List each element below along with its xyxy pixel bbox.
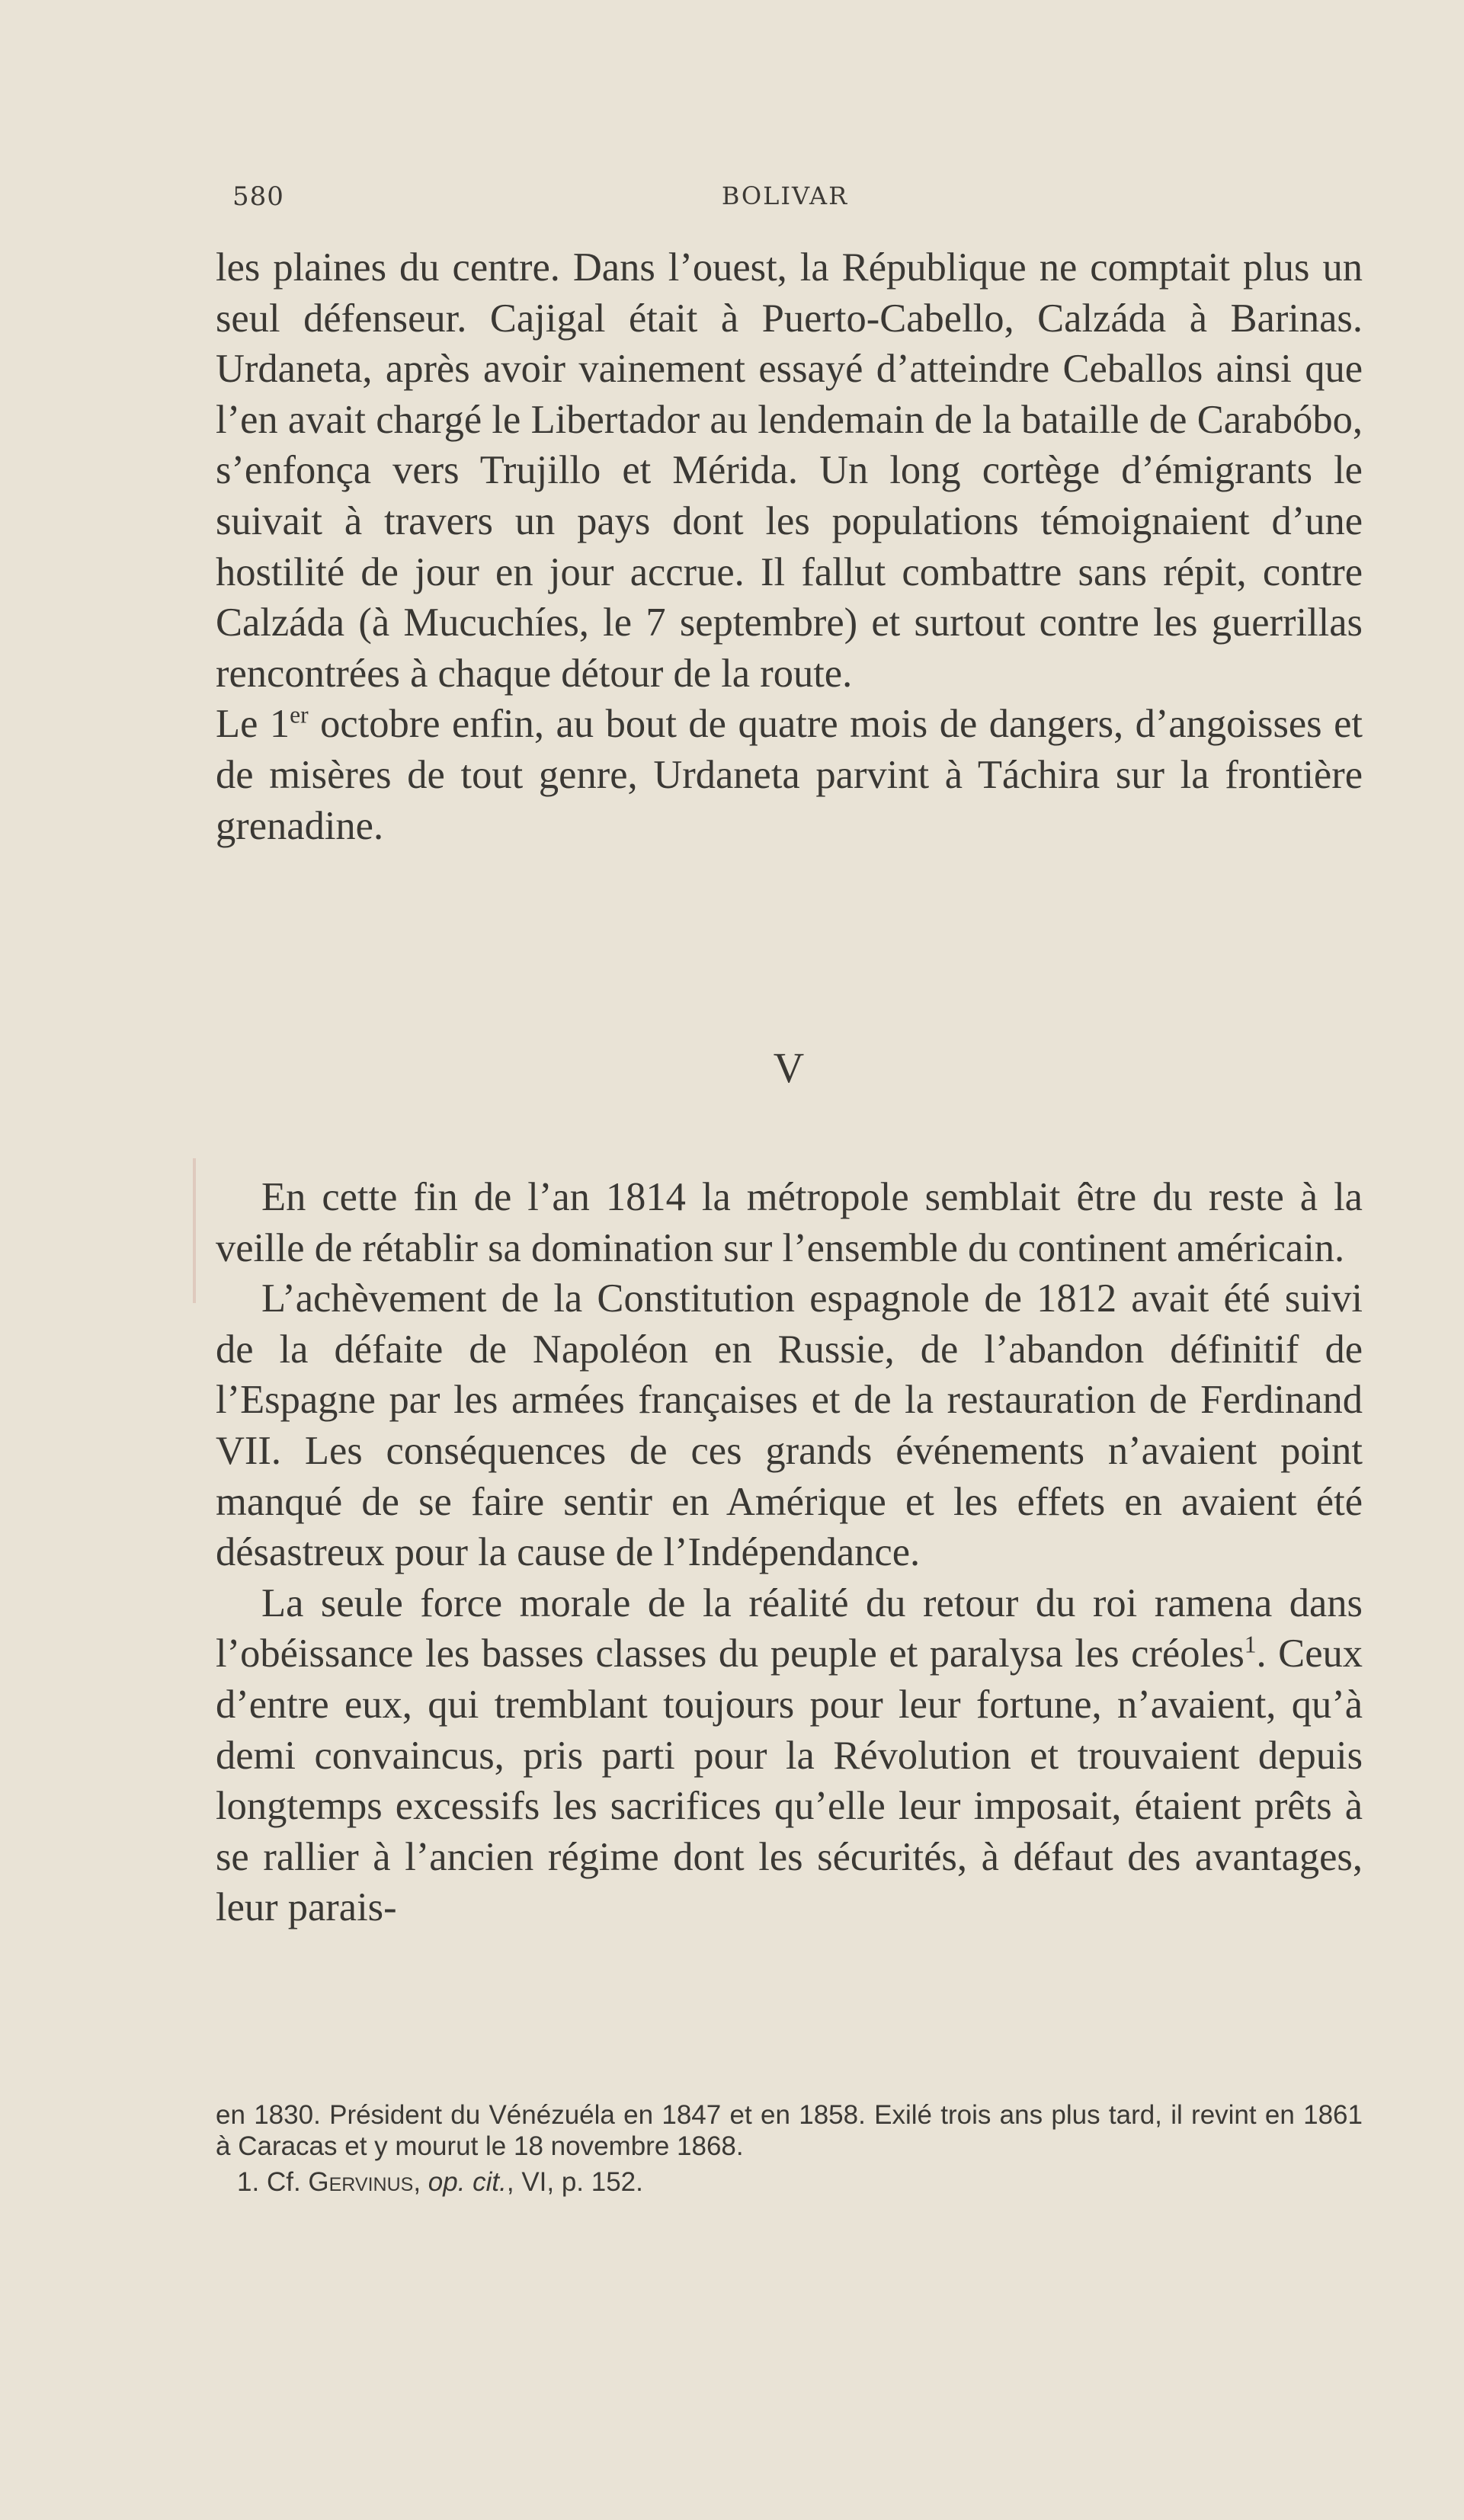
paragraph-continuation — [216, 242, 1363, 851]
paragraph-1b — [216, 699, 1363, 851]
footnote-continued: en 1830. Président du Vénézuéla en 1847 et en 1858. Exilé trois ans plus tard, il revint en 1861 à Caracas et y mourut le 18 novembre 1868. — [216, 2100, 1363, 2161]
paragraph-4 — [216, 1578, 1363, 1933]
footnote-1-number: 1. — [237, 2167, 260, 2197]
ordinal-superscript: er — [290, 701, 309, 728]
section-v-text — [216, 1172, 1363, 1933]
running-title: BOLIVAR — [721, 181, 849, 210]
footnote-1-author: Gervinus — [308, 2167, 414, 2197]
paragraph-4-start: La seule force morale de la réalité du retour du roi ramena dans l’obéissance les basses classes du peuple et paralysa les créoles — [216, 1580, 1363, 1676]
footnotes — [216, 2099, 1363, 2198]
paragraph-1b-end: octobre enfin, au bout de quatre mois de dangers, d’angoisses et de misères de tout genre, Urdaneta parvint à Táchira sur la frontière grenadine. — [216, 702, 1363, 848]
paragraph-4-end: . Ceux d’entre eux, qui tremblant toujours pour leur fortune, n’avaient, qu’à demi convaincus, pris parti pour la Révolution et trouvaient depuis longtemps excessifs les sacrifices qu’elle leur imposait, étaient prêts à se rallier à l’ancien régime dont les sécurités, à défaut des avantages, leur parais- — [216, 1631, 1363, 1930]
footnote-1-rest: , VI, p. 152. — [506, 2167, 643, 2197]
paragraph-1b-start: Le 1 — [216, 702, 290, 747]
paragraph-1: les plaines du centre. Dans l’ouest, la République ne comptait plus un seul défenseur. Cajigal était à Puerto-Cabello, Calzáda à Barinas. Urdaneta, après avoir vainement essayé d’atteindre Ceballos ainsi que l’en avait chargé le Libertador au lendemain de la bataille de Carabóbo, s’enfonça vers Trujillo et Mérida. Un long cortège d’émigrants le suivait à travers un pays dont les populations témoignaient d’une hostilité de jour en jour accrue. Il fallut combattre sans répit, contre Calzáda (à Mucuchíes, le 7 septembre) et surtout contre les guerrillas rencontrées à chaque détour de la route. — [216, 245, 1363, 696]
paragraph-2: En cette fin de l’an 1814 la métropole semblait être du reste à la veille de rétablir sa domination sur l’ensemble du continent américain. — [216, 1175, 1363, 1270]
section-number: V — [773, 1045, 805, 1092]
footnote-ref: 1 — [1244, 1631, 1257, 1658]
margin-mark — [193, 1158, 196, 1303]
paragraph-3: L’achèvement de la Constitution espagnole de 1812 avait été suivi de la défaite de Napoléon en Russie, de l’abandon définitif de l’Espagne par les armées françaises et de la restauration de Ferdinand VII. Les conséquences de ces grands événements n’avaient point manqué de se faire sentir en Amérique et les effets en avaient été désastreux pour la cause de l’Indépendance. — [216, 1276, 1363, 1575]
page-number: 580 — [232, 181, 284, 212]
footnote-1: 1. Cf. Gervinus, op. cit., VI, p. 152. — [237, 2167, 643, 2197]
footnote-1-cf: Cf. — [266, 2167, 301, 2197]
footnote-1-ref: op. cit. — [428, 2167, 507, 2197]
